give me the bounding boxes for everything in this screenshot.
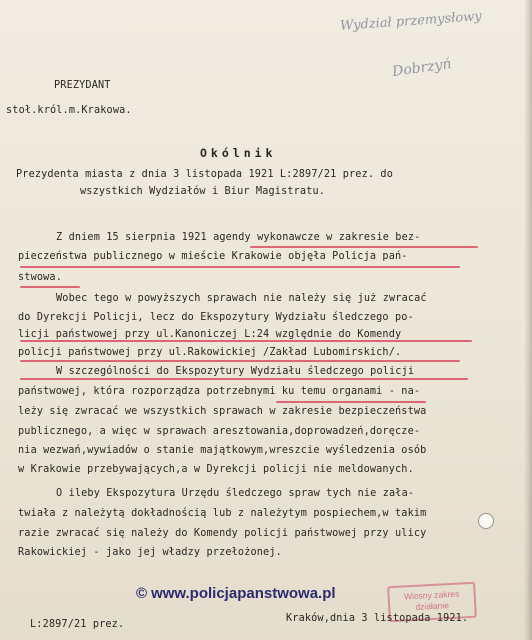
red-underline: [20, 340, 472, 342]
body-line-13: w Krakowie przebywających,a w Dyrekcji policji nie meldowanych.: [18, 464, 414, 475]
stamp-line-1: Wiosny zakres: [403, 588, 460, 602]
body-line-8: W szczególności do Ekspozytury Wydziału śledczego policji: [56, 366, 415, 377]
body-line-15: twiała z należytą dokładnością lub z należytym pospiechem,w takim: [18, 508, 427, 519]
handwritten-note: Wydział przemysłowy: [339, 9, 483, 34]
subtitle-line-2: wszystkich Wydziałów i Biur Magistratu.: [80, 186, 326, 197]
copyright-symbol: ©: [136, 585, 148, 602]
header-line-2: stoł.król.m.Krakowa.: [6, 105, 132, 116]
subtitle-line-1: Prezydenta miasta z dnia 3 listopada 1921 L:2897/21 prez. do: [16, 169, 394, 180]
header-line-1: PREZYDANT: [54, 80, 111, 91]
body-line-16: razie zwracać się należy do Komendy policji państwowej przy ulicy: [18, 528, 427, 539]
red-underline: [250, 246, 478, 248]
body-line-11: publicznego, a więc w sprawach aresztowania,doprowadzeń,doręcze-: [18, 426, 421, 437]
body-line-7: policji państwowej przy ul.Rakowickiej /Zakład Lubomirskich/.: [18, 347, 402, 358]
red-underline: [276, 401, 426, 403]
document-title: Okólnik: [200, 146, 277, 160]
body-line-12: nia wezwań,wywiadów o stanie majątkowym,wreszcie wyśledzenia osób: [18, 445, 427, 456]
stamp-line-2: działanie: [415, 600, 450, 612]
body-line-6: licji państwowej przy ul.Kanoniczej L:24 względnie do Komendy: [18, 329, 402, 340]
body-line-10: leży się zwracać we wszystkich sprawach w zakresie bezpieczeństwa: [18, 406, 427, 417]
body-line-5: do Dyrekcji Policji, lecz do Ekspozytury Wydziału śledczego po-: [18, 312, 414, 323]
footer-reference: L:2897/21 prez.: [30, 619, 125, 630]
footer-place-date: Kraków,dnia 3 listopada 1921.: [286, 613, 469, 624]
body-line-14: O ileby Ekspozytura Urzędu śledczego spraw tych nie zała-: [56, 488, 415, 499]
red-underline: [20, 286, 80, 288]
red-underline: [20, 266, 460, 268]
body-line-1: Z dniem 15 sierpnia 1921 agendy wykonawcze w zakresie bez-: [56, 232, 421, 243]
body-line-17: Rakowickiej - jako jej władzy przełożonej.: [18, 547, 282, 558]
body-line-4: Wobec tego w powyższych sprawach nie należy się już zwracać: [56, 293, 427, 304]
watermark: [136, 585, 336, 602]
body-line-9: państwowej, która rozporządza potrzebnymi ku temu organami - na-: [18, 386, 421, 397]
red-underline: [20, 360, 460, 362]
punch-hole: [478, 513, 494, 529]
body-line-3: stwowa.: [18, 272, 62, 283]
handwritten-signature: Dobrzyń: [391, 55, 453, 81]
page-edge-shadow: [524, 0, 532, 640]
watermark-url: www.policjapanstwowa.pl: [151, 585, 336, 602]
red-underline: [20, 378, 468, 380]
body-line-2: pieczeństwa publicznego w mieście Krakowie objęła Policja pań-: [18, 251, 408, 262]
